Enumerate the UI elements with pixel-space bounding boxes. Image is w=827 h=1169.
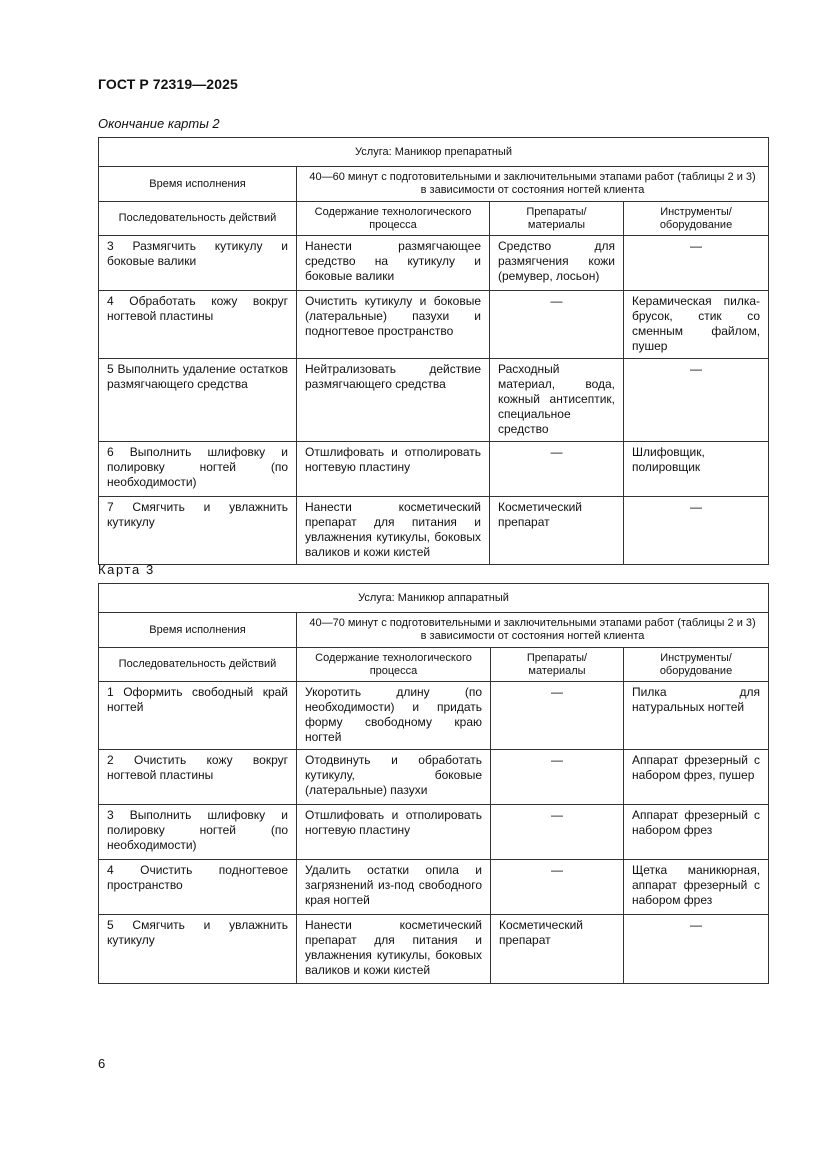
materials-cell: Косметический препарат [490,497,624,565]
step-cell: 4 Обработать кожу вокруг ногтевой пластины [99,291,297,359]
step-cell: 1 Оформить свободный край ногтей [99,682,297,750]
step-cell: 4 Очистить подногтевое пространство [99,860,297,915]
service-row [99,584,769,613]
table-row [99,915,769,984]
materials-cell: — [491,860,624,915]
table-row [99,750,769,805]
table-row [99,359,769,442]
content-cell: Нанести косметический препарат для питания и увлажнения кутикулы, боковых валиков и кожи кистей [297,915,491,984]
tools-cell: — [624,236,769,291]
col-header-sequence: Последовательность действий [99,202,297,236]
materials-cell: — [491,805,624,860]
materials-cell: — [491,682,624,750]
time-label: Время исполнения [99,613,297,648]
time-row [99,613,769,648]
column-header-row [99,202,769,236]
document-code: ГОСТ Р 72319—2025 [98,76,238,92]
col-header-content: Содержание технологического процесса [297,648,491,682]
step-cell: 3 Выполнить шлифовку и полировку ногтей (по необходимости) [99,805,297,860]
col-header-materials: Препараты/ материалы [491,648,624,682]
tools-cell: Щетка маникюрная, аппарат фрезерный с набором фрез [624,860,769,915]
materials-cell: Косметический препарат [491,915,624,984]
content-cell: Нанести размягчающее средство на кутикулу и боковые валики [297,236,490,291]
tools-cell: Пилка для натуральных ногтей [624,682,769,750]
content-cell: Отшлифовать и отполировать ногтевую пластину [297,805,491,860]
tools-cell: Шлифовщик, полировщик [624,442,769,497]
step-cell: 3 Размягчить кутикулу и боковые валики [99,236,297,291]
page-number: 6 [98,1056,106,1071]
time-value: 40—60 минут с подготовительными и заключительными этапами работ (таблицы 2 и 3) в зависимости от состояния ногтей клиента [297,167,769,202]
table-row [99,860,769,915]
tools-cell: — [624,359,769,442]
content-cell: Отодвинуть и обработать кутикулу, боковые (латеральные) пазухи [297,750,491,805]
col-header-tools: Инструменты/ оборудование [624,202,769,236]
col-header-materials: Препараты/ материалы [490,202,624,236]
content-cell: Отшлифовать и отполировать ногтевую пластину [297,442,490,497]
card-3-table [98,583,769,984]
table-row [99,805,769,860]
tools-cell: Аппарат фрезерный с набором фрез, пушер [624,750,769,805]
column-header-row [99,648,769,682]
content-cell: Укоротить длину (по необходимости) и придать форму свободному краю ногтей [297,682,491,750]
time-label: Время исполнения [99,167,297,202]
table-row [99,442,769,497]
content-cell: Нейтрализовать действие размягчающего средства [297,359,490,442]
col-header-tools: Инструменты/ оборудование [624,648,769,682]
card-2-table [98,137,769,565]
col-header-sequence: Последовательность действий [99,648,297,682]
table-row [99,682,769,750]
service-row [99,138,769,167]
materials-cell: — [491,750,624,805]
step-cell: 2 Очистить кожу вокруг ногтевой пластины [99,750,297,805]
step-cell: 6 Выполнить шлифовку и полировку ногтей (по необходимости) [99,442,297,497]
service-title: Услуга: Маникюр аппаратный [99,584,769,613]
materials-cell: Средство для размягчения кожи (ремувер, лосьон) [490,236,624,291]
step-cell: 5 Выполнить удаление остатков размягчающего средства [99,359,297,442]
materials-cell: — [490,291,624,359]
content-cell: Очистить кутикулу и боковые (латеральные) пазухи и подногтевое пространство [297,291,490,359]
table-row [99,497,769,565]
tools-cell: — [624,915,769,984]
card-3-caption: Карта 3 [98,562,155,577]
step-cell: 5 Смягчить и увлажнить кутикулу [99,915,297,984]
tools-cell: — [624,497,769,565]
content-cell: Удалить остатки опила и загрязнений из-под свободного края ногтей [297,860,491,915]
col-header-content: Содержание технологического процесса [297,202,490,236]
content-cell: Нанести косметический препарат для питания и увлажнения кутикулы, боковых валиков и кожи кистей [297,497,490,565]
tools-cell: Керамическая пилка-брусок, стик со сменным файлом, пушер [624,291,769,359]
materials-cell: — [490,442,624,497]
table-row [99,236,769,291]
service-title: Услуга: Маникюр препаратный [99,138,769,167]
time-row [99,167,769,202]
tools-cell: Аппарат фрезерный с набором фрез [624,805,769,860]
card-2-end-caption: Окончание карты 2 [98,116,220,131]
materials-cell: Расходный материал, вода, кожный антисептик, специальное средство [490,359,624,442]
step-cell: 7 Смягчить и увлажнить кутикулу [99,497,297,565]
table-row [99,291,769,359]
time-value: 40—70 минут с подготовительными и заключительными этапами работ (таблицы 2 и 3) в зависимости от состояния ногтей клиента [297,613,769,648]
